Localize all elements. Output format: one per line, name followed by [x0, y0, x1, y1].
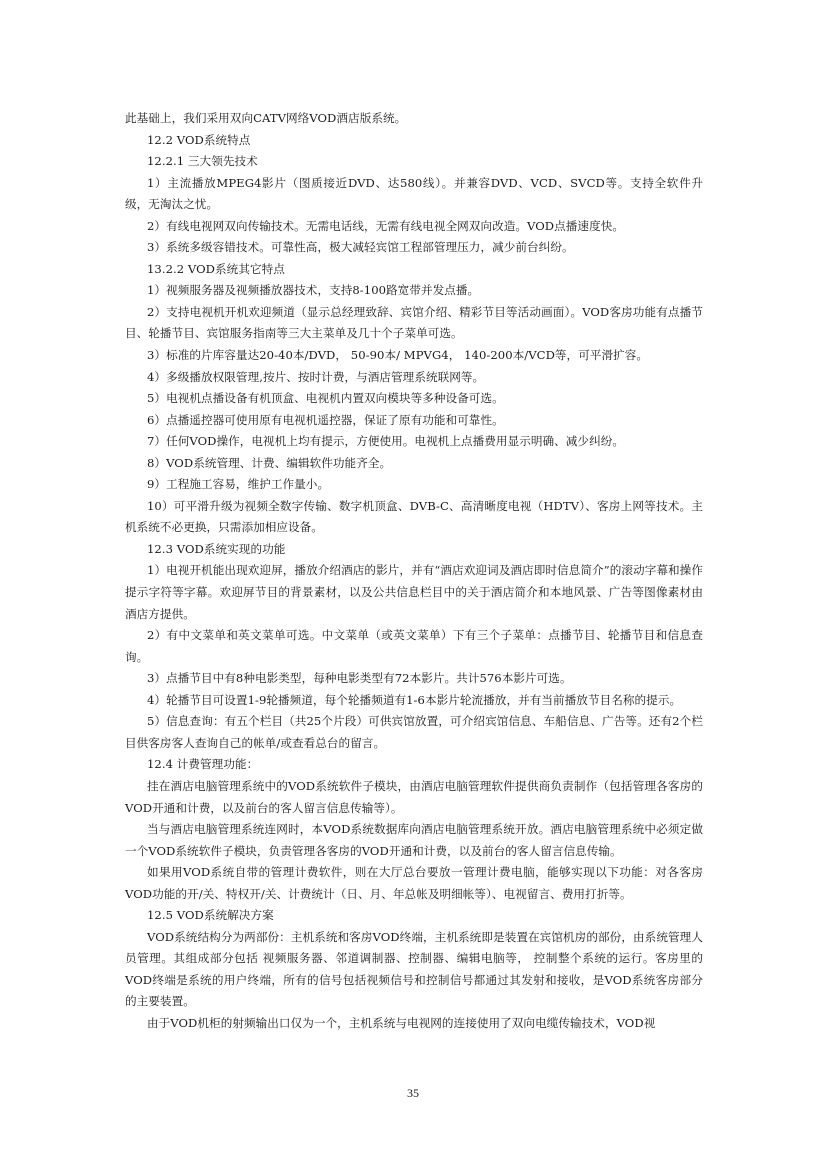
- list-item: 3）系统多级容错技术。可靠性高，极大减轻宾馆工程部管理压力，减少前台纠纷。: [147, 240, 574, 255]
- list-item: 3）点播节目中有8种电影类型，每种电影类型有72本影片。共计576本影片可选。: [147, 671, 572, 686]
- subsection-heading: 13.2.2 VOD系统其它特点: [147, 261, 285, 276]
- list-item: 5）信息查询：有五个栏目（共25个片段）可供宾馆放置，可介绍宾馆信息、车船信息、广告等。还有2个栏目供客房客人查询自己的帐单/或查看总台的留言。: [125, 714, 703, 750]
- list-item: 5）电视机点播设备有机顶盒、电视机内置双向模块等多种设备可选。: [147, 391, 504, 406]
- paragraph: 挂在酒店电脑管理系统中的VOD系统软件子模块，由酒店电脑管理软件提供商负责制作（包括管理各客房的VOD开通和计费，以及前台的客人留言信息传输等）。: [125, 778, 703, 815]
- section-heading: 12.2 VOD系统特点: [147, 132, 251, 147]
- paragraph: 如果用VOD系统自带的管理计费软件，则在大厅总台要放一管理计费电脑，能够实现以下功能：对各客房VOD功能的开/关、特权开/关、计费统计（日、月、年总帐及明细帐等）、电视留言、费用打折等。: [125, 865, 703, 901]
- list-item: 2）有线电视网双向传输技术。无需电话线，无需有线电视全网双向改造。VOD点播速度快。: [147, 218, 625, 233]
- paragraph: 由于VOD机柜的射频输出口仅为一个，主机系统与电视网的连接使用了双向电缆传输技术，VOD视: [147, 1015, 656, 1030]
- subsection-heading: 12.2.1 三大领先技术: [147, 154, 258, 169]
- list-item: 7）任何VOD操作，电视机上均有提示，方便使用。电视机上点播费用显示明确、减少纠纷。: [147, 434, 625, 449]
- list-item: 10）可平滑升级为视频全数字传输、数字机顶盒、DVB-C、高清晰度电视（HDTV）、客房上网等技术。主机系统不必更换，只需添加相应设备。: [125, 498, 703, 535]
- list-item: 1）视频服务器及视频播放器技术，支持8-100路宽带并发点播。: [147, 283, 480, 298]
- paragraph: 此基础上，我们采用双向CATV网络VOD酒店版系统。: [125, 111, 407, 125]
- list-item: 1）电视开机能出现欢迎屏，播放介绍酒店的影片，并有“酒店欢迎词及酒店即时信息简介”的滚动字幕和操作提示字符等字幕。欢迎屏节目的背景素材，以及公共信息栏目中的关于酒店简介和本地风景、广告等图像素材由酒店方提供。: [125, 563, 703, 621]
- list-item: 3）标准的片库容量达20-40本/DVD， 50-90本/ MPVG4， 140-200本/VCD等，可平滑扩容。: [147, 348, 649, 363]
- list-item: 2）支持电视机开机欢迎频道（显示总经理致辞、宾馆介绍、精彩节目等活动画面）。VOD客房功能有点播节目、轮播节目、宾馆服务指南等三大主菜单及几十个子菜单可选。: [125, 304, 703, 341]
- list-item: 1）主流播放MPEG4影片（图质接近DVD、达580线）。并兼容DVD、VCD、SVCD等。支持全软件升级，无淘汰之忧。: [125, 175, 703, 212]
- section-heading: 12.5 VOD系统解决方案: [147, 908, 274, 923]
- paragraph: VOD系统结构分为两部份：主机系统和客房VOD终端，主机系统即是装置在宾馆机房的部份，由系统管理人员管理。其组成部分包括 视频服务器、邻道调制器、控制器、编辑电脑等， 控制整个系统的运行。客房里的VOD终端是系统的用户终端，所有的信号包括视频信号和控制信号都通过其发射和接收，是VOD系统客房部分的主要装置。: [125, 929, 703, 1009]
- paragraph: 当与酒店电脑管理系统连网时，本VOD系统数据库向酒店电脑管理系统开放。酒店电脑管理系统中必须定做一个VOD系统软件子模块，负责管理各客房的VOD开通和计费，以及前台的客人留言信息传输。: [125, 822, 703, 858]
- page-number: 35: [407, 1086, 419, 1100]
- list-item: 9）工程施工容易，维护工作量小。: [147, 477, 330, 492]
- section-heading: 12.3 VOD系统实现的功能: [147, 541, 286, 556]
- document-body: [125, 108, 703, 1035]
- list-item: 2）有中文菜单和英文菜单可选。中文菜单（或英文菜单）下有三个子菜单：点播节目、轮播节目和信息查询。: [125, 628, 703, 664]
- section-heading: 12.4 计费管理功能：: [147, 757, 259, 772]
- list-item: 4）轮播节目可设置1-9轮播频道，每个轮播频道有1-6本影片轮流播放，并有当前播放节目名称的提示。: [147, 692, 682, 707]
- list-item: 8）VOD系统管理、计费、编辑软件功能齐全。: [147, 455, 392, 470]
- list-item: 4）多级播放权限管理,按片、按时计费，与酒店管理系统联网等。: [147, 369, 485, 384]
- list-item: 6）点播遥控器可使用原有电视机遥控器，保证了原有功能和可靠性。: [147, 412, 504, 427]
